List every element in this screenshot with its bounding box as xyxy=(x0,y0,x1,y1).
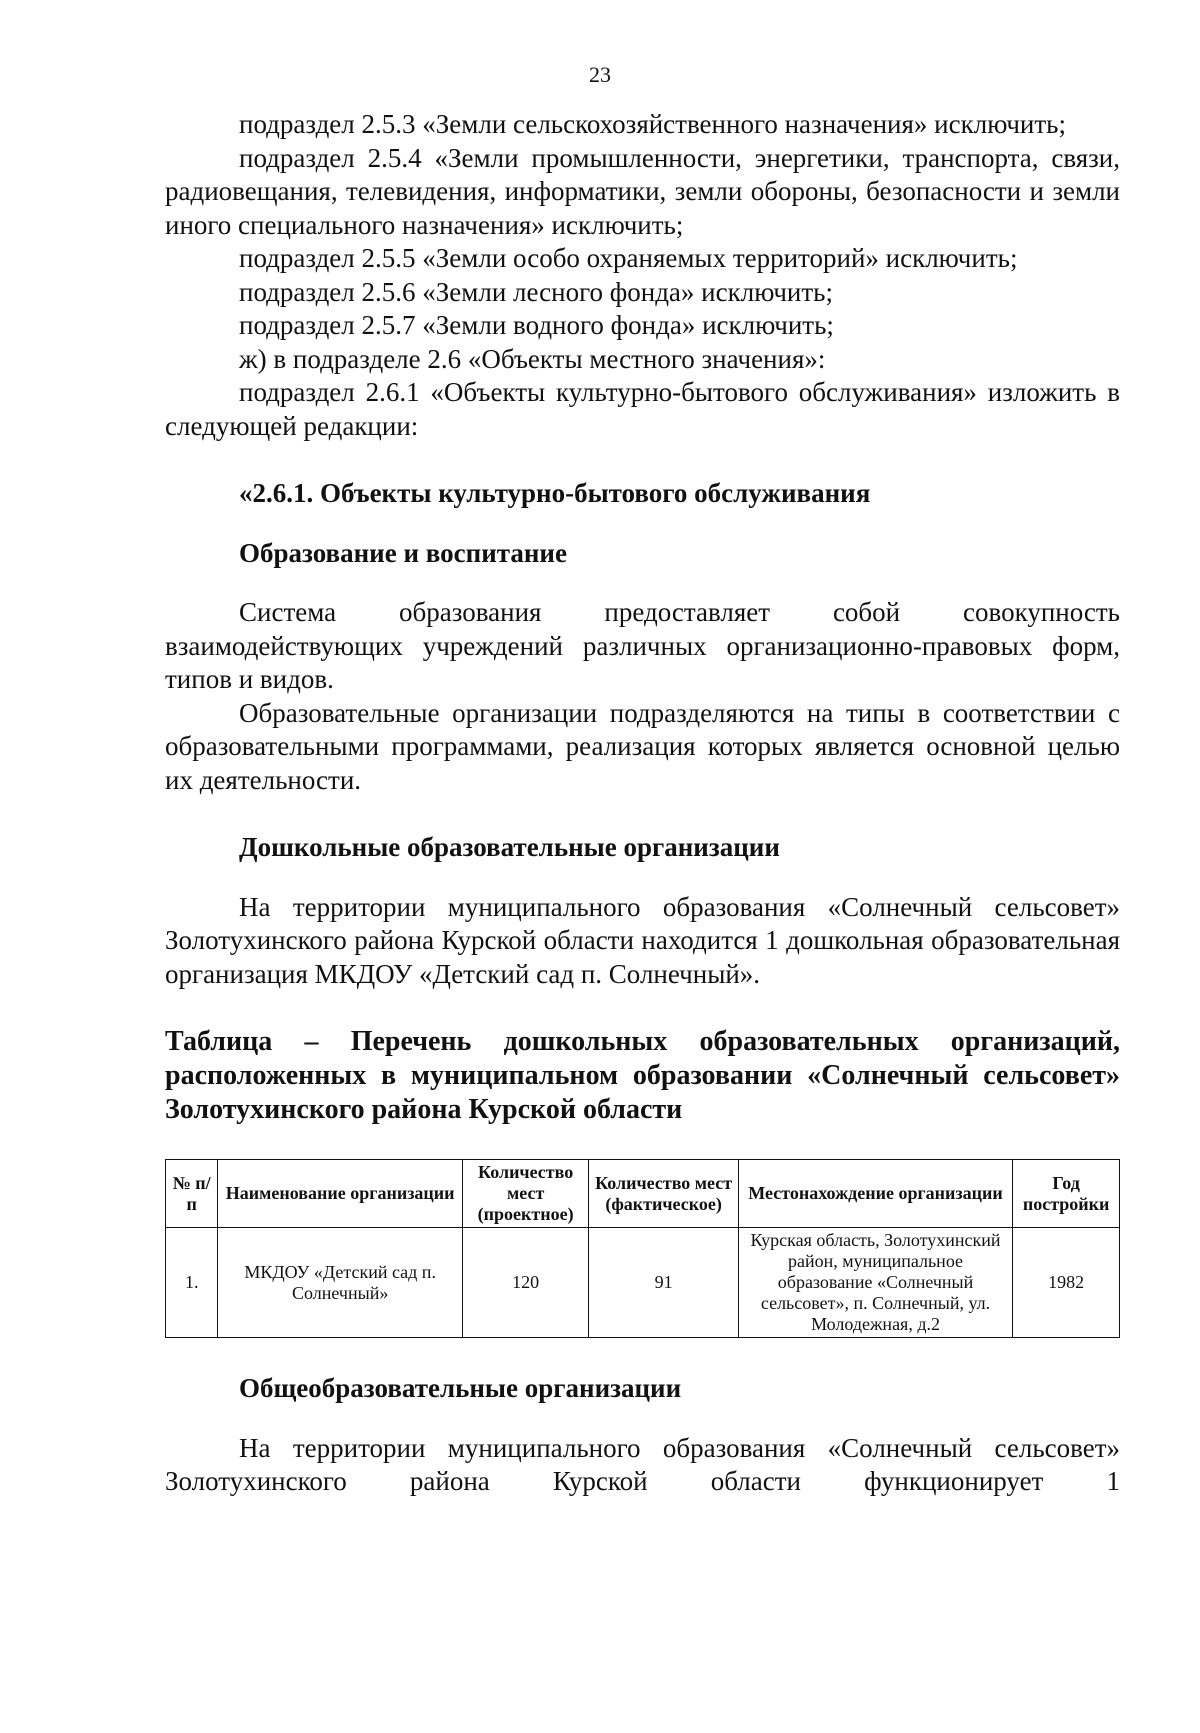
preschool-table xyxy=(165,1159,1120,1338)
table-header-row xyxy=(166,1160,1120,1228)
header-num: № п/п xyxy=(166,1160,218,1228)
header-fact: Количество мест (фактическое) xyxy=(589,1160,738,1228)
table-row xyxy=(166,1228,1120,1338)
general-heading: Общеобразовательные организации xyxy=(239,1373,682,1403)
header-name: Наименование организации xyxy=(218,1160,463,1228)
paragraph-2-5-7: подраздел 2.5.7 «Земли водного фонда» исключить; xyxy=(239,310,834,340)
paragraph-2-6-intro: ж) в подразделе 2.6 «Объекты местного значения»: xyxy=(239,343,826,374)
education-heading: Образование и воспитание xyxy=(239,537,567,568)
header-location: Местонахождение организации xyxy=(738,1160,1012,1228)
cell-fact: 91 xyxy=(589,1228,738,1338)
paragraph-2-5-3: подраздел 2.5.3 «Земли сельскохозяйственного назначения» исключить; xyxy=(239,109,1066,139)
table-title: Таблица – Перечень дошкольных образовательных организаций, расположенных в муниципальном образовании «Солнечный сельсовет» Золотухинского района Курской области xyxy=(165,1026,1120,1125)
cell-location: Курская область, Золотухинский район, муниципальное образование «Солнечный сельсовет», п. Солнечный, ул. Молодежная, д.2 xyxy=(738,1228,1012,1338)
paragraph-2-6-1: подраздел 2.6.1 «Объекты культурно-бытового обслуживания» изложить в следующей редакции: xyxy=(165,377,1120,441)
section-heading: «2.6.1. Объекты культурно-бытового обслуживания xyxy=(239,478,871,508)
cell-plan: 120 xyxy=(462,1228,588,1338)
document-body xyxy=(165,108,1120,1499)
education-paragraph-2: Образовательные организации подразделяются на типы в соответствии с образовательными программами, реализация которых является основной целью их деятельности. xyxy=(165,697,1120,795)
paragraph-2-5-6: подраздел 2.5.6 «Земли лесного фонда» исключить; xyxy=(239,276,833,307)
header-plan: Количество мест (проектное) xyxy=(462,1160,588,1228)
education-paragraph-1: Система образования предоставляет собой совокупность взаимодействующих учреждений различных организационно-правовых форм, типов и видов. xyxy=(165,597,1120,694)
header-year: Год постройки xyxy=(1013,1160,1120,1228)
paragraph-2-5-5: подраздел 2.5.5 «Земли особо охраняемых территорий» исключить; xyxy=(239,243,1018,273)
preschool-heading: Дошкольные образовательные организации xyxy=(239,832,780,862)
cell-num: 1. xyxy=(166,1228,218,1338)
general-paragraph: На территории муниципального образования «Солнечный сельсовет» Золотухинского района Курской области функционирует 1 xyxy=(165,1432,1120,1496)
cell-year: 1982 xyxy=(1013,1228,1120,1338)
paragraph-2-5-4: подраздел 2.5.4 «Земли промышленности, энергетики, транспорта, связи, радиовещания, телевидения, информатики, земли обороны, безопасности и земли иного специального назначения» исключить; xyxy=(165,142,1120,240)
cell-name: МКДОУ «Детский сад п. Солнечный» xyxy=(218,1228,463,1338)
preschool-paragraph: На территории муниципального образования «Солнечный сельсовет» Золотухинского района Курской области находится 1 дошкольная образовательная организация МКДОУ «Детский сад п. Солнечный». xyxy=(165,891,1120,989)
page-number: 23 xyxy=(589,62,611,87)
